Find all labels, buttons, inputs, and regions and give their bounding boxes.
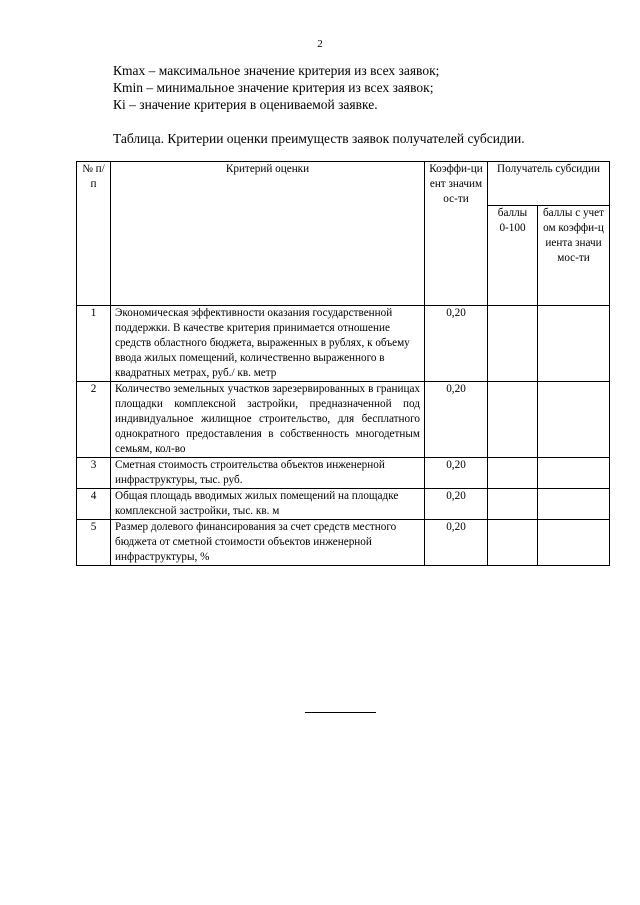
table-row: [77, 489, 610, 520]
table-row: [77, 520, 610, 566]
legend-kmin: Кmin – минимальное значение критерия из всех заявок;: [113, 80, 434, 95]
header-coefficient: Коэффи-циент значимос-ти: [425, 162, 488, 306]
criteria-table: [76, 161, 610, 566]
row-weighted-points-cell: [538, 382, 610, 458]
row-num: 1: [77, 306, 111, 382]
row-weighted-points-cell: [538, 489, 610, 520]
row-coefficient: 0,20: [425, 458, 488, 489]
header-recipient-group: Получатель субсидии: [488, 162, 610, 206]
page-number: 2: [317, 38, 323, 50]
row-criterion: Сметная стоимость строительства объектов инженерной инфраструктуры, тыс. руб.: [111, 458, 425, 489]
header-points: баллы 0-100: [488, 206, 538, 306]
row-criterion: Общая площадь вводимых жилых помещений на площадке комплексной застройки, тыс. кв. м: [111, 489, 425, 520]
row-weighted-points-cell: [538, 458, 610, 489]
row-points-cell: [488, 458, 538, 489]
row-points-cell: [488, 489, 538, 520]
table-header-row: [77, 162, 610, 206]
row-coefficient: 0,20: [425, 489, 488, 520]
row-num: 5: [77, 520, 111, 566]
row-coefficient: 0,20: [425, 382, 488, 458]
row-num: 4: [77, 489, 111, 520]
formula-legend: [113, 62, 613, 113]
end-of-document-rule: [305, 712, 376, 713]
row-num: 2: [77, 382, 111, 458]
row-weighted-points-cell: [538, 520, 610, 566]
row-points-cell: [488, 306, 538, 382]
table-row: [77, 458, 610, 489]
row-coefficient: 0,20: [425, 520, 488, 566]
row-num: 3: [77, 458, 111, 489]
header-weighted-points: баллы с учетом коэффи-циента значимос-ти: [538, 206, 610, 306]
row-criterion: Экономическая эффективности оказания государственной поддержки. В качестве критерия принимается отношение средств областного бюджета, выраженных в рублях, к объему ввода жилых помещений, количественно выраженного в квадратных метрах, руб./ кв. метр: [111, 306, 425, 382]
row-points-cell: [488, 382, 538, 458]
header-num: № п/п: [77, 162, 111, 306]
row-criterion: Размер долевого финансирования за счет средств местного бюджета от сметной стоимости объектов инженерной инфраструктуры, %: [111, 520, 425, 566]
legend-ki: Кi – значение критерия в оцениваемой заявке.: [113, 97, 378, 112]
table-caption: Таблица. Критерии оценки преимуществ заявок получателей субсидии.: [113, 131, 525, 146]
row-criterion: Количество земельных участков зарезервированных в границах площадки комплексной застройки, предназначенной под индивидуальное жилищное строительство, для бесплатного однократного предоставления в собственность многодетным семьям, кол-во: [111, 382, 425, 458]
row-weighted-points-cell: [538, 306, 610, 382]
table-row: [77, 382, 610, 458]
row-points-cell: [488, 520, 538, 566]
row-coefficient: 0,20: [425, 306, 488, 382]
legend-kmax: Кmax – максимальное значение критерия из всех заявок;: [113, 63, 440, 78]
header-criterion: Критерий оценки: [111, 162, 425, 306]
table-row: [77, 306, 610, 382]
